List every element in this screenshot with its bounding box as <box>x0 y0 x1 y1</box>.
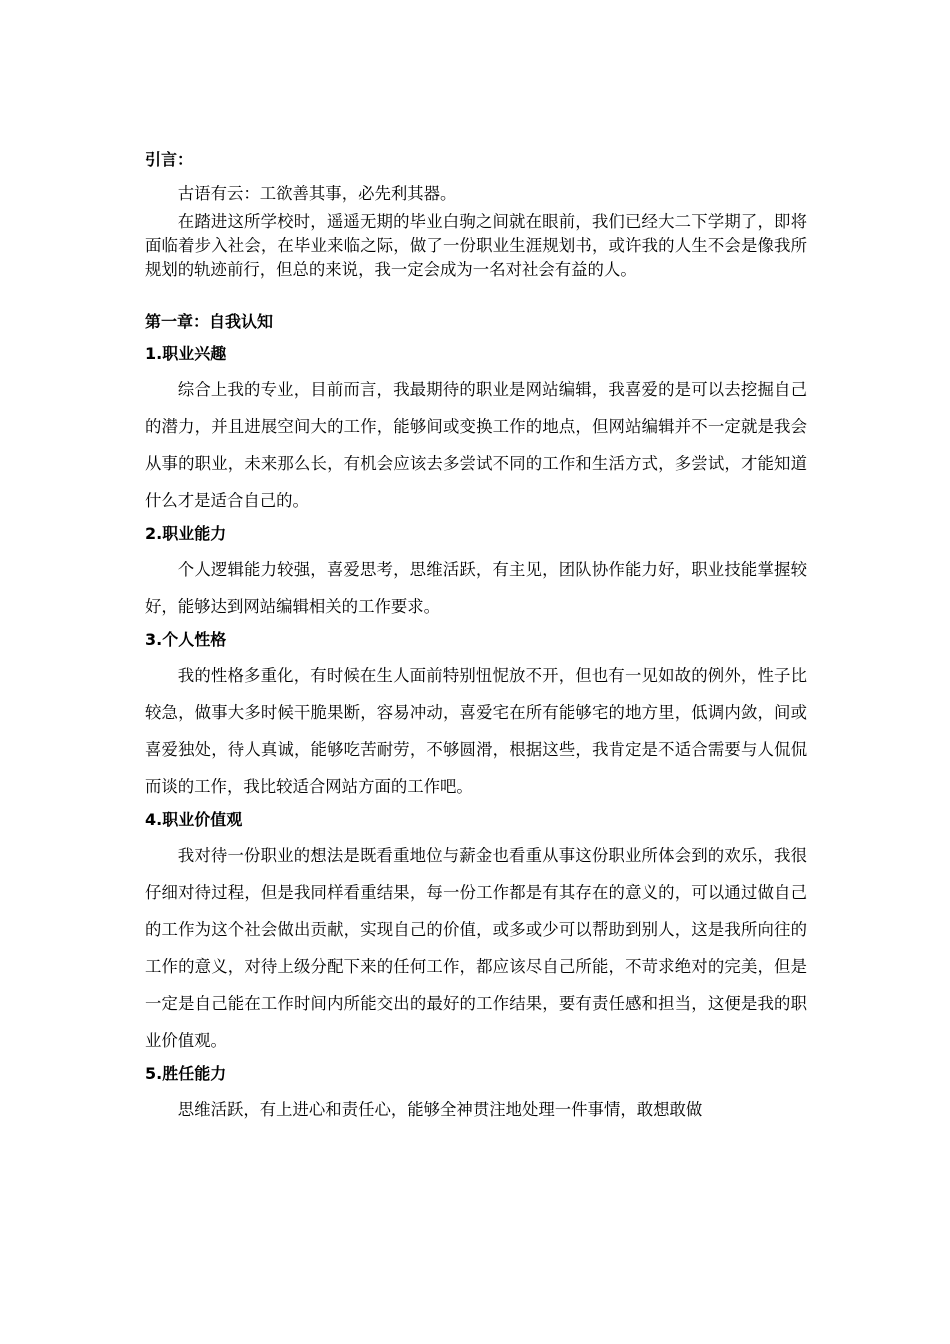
intro-heading: 引言： <box>145 150 194 169</box>
section-title-career-ability: 2.职业能力 <box>145 524 227 543</box>
chapter-1 <box>145 310 807 1128</box>
section-body-competency: 思维活跃，有上进心和责任心，能够全神贯注地处理一件事情，敢想敢做 <box>177 1100 703 1119</box>
chapter-title: 第一章：自我认知 <box>145 312 274 331</box>
intro-section <box>145 148 807 282</box>
intro-paragraph: 在踏进这所学校时，遥遥无期的毕业白驹之间就在眼前，我们已经大二下学期了，即将面临着步入社会，在毕业来临之际，做了一份职业生涯规划书，或许我的人生不会是像我所规划的轨迹前行，但总的来说，我一定会成为一名对社会有益的人。 <box>145 212 807 279</box>
section-title-career-interest: 1.职业兴趣 <box>145 344 227 363</box>
section-title-career-values: 4.职业价值观 <box>145 810 243 829</box>
section-title-competency: 5.胜任能力 <box>145 1064 227 1083</box>
section-body-career-interest: 综合上我的专业，目前而言，我最期待的职业是网站编辑，我喜爱的是可以去挖掘自己的潜力，并且进展空间大的工作，能够间或变换工作的地点，但网站编辑并不一定就是我会从事的职业，未来那么长，有机会应该去多尝试不同的工作和生活方式，多尝试，才能知道什么才是适合自己的。 <box>145 380 807 510</box>
document-page <box>145 148 807 1130</box>
section-title-personality: 3.个人性格 <box>145 630 227 649</box>
section-body-career-values: 我对待一份职业的想法是既看重地位与薪金也看重从事这份职业所体会到的欢乐，我很仔细对待过程，但是我同样看重结果，每一份工作都是有其存在的意义的，可以通过做自己的工作为这个社会做出贡献，实现自己的价值，或多或少可以帮助到别人，这是我所向往的工作的意义，对待上级分配下来的任何工作，都应该尽自己所能，不苛求绝对的完美，但是一定是自己能在工作时间内所能交出的最好的工作结果，要有责任感和担当，这便是我的职业价值观。 <box>145 846 807 1050</box>
section-body-career-ability: 个人逻辑能力较强，喜爱思考，思维活跃，有主见，团队协作能力好，职业技能掌握较好，能够达到网站编辑相关的工作要求。 <box>145 560 807 616</box>
section-body-personality: 我的性格多重化，有时候在生人面前特别忸怩放不开，但也有一见如故的例外，性子比较急，做事大多时候干脆果断，容易冲动，喜爱宅在所有能够宅的地方里，低调内敛，间或喜爱独处，待人真诚，能够吃苦耐劳，不够圆滑，根据这些，我肯定是不适合需要与人侃侃而谈的工作，我比较适合网站方面的工作吧。 <box>145 666 807 796</box>
intro-quote: 古语有云：工欲善其事，必先利其器。 <box>177 184 457 203</box>
